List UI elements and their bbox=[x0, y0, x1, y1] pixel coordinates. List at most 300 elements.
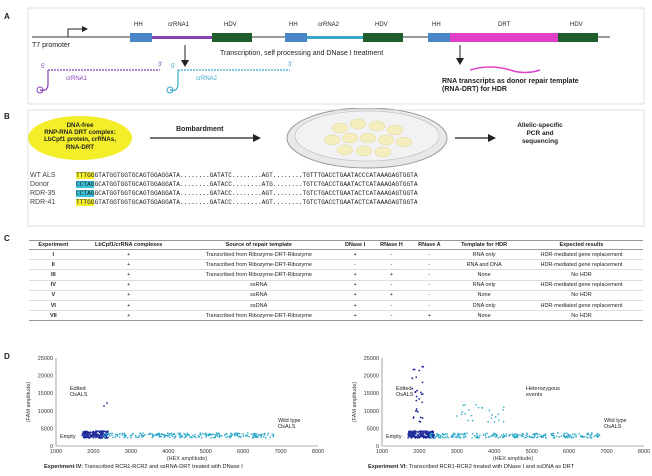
droplet-wildtype bbox=[186, 432, 188, 434]
x-tick-label: 7000 bbox=[600, 449, 613, 455]
droplet-edited bbox=[416, 408, 418, 410]
y-tick-label: 20000 bbox=[37, 373, 53, 380]
droplet-wildtype bbox=[201, 437, 203, 439]
table-cell: - bbox=[372, 260, 410, 270]
droplet-wildtype bbox=[503, 433, 505, 435]
droplet-wildtype bbox=[572, 433, 574, 435]
droplet-wildtype bbox=[138, 436, 140, 438]
droplet-wildtype bbox=[104, 437, 106, 439]
table-cell: + bbox=[372, 290, 410, 300]
droplet-wildtype bbox=[162, 434, 164, 436]
table-cell: HDR-mediated gene replacement bbox=[520, 280, 643, 290]
droplet-wildtype bbox=[163, 434, 165, 436]
droplet-heterozygous bbox=[464, 404, 466, 406]
table-header-cell: RNase A bbox=[410, 241, 448, 250]
sequence-row bbox=[30, 180, 418, 189]
droplet-wildtype bbox=[119, 436, 121, 438]
droplet-edited bbox=[422, 381, 424, 383]
droplet-wildtype bbox=[567, 437, 569, 439]
sequence-label: RDR-35 bbox=[30, 190, 56, 197]
droplet-wildtype bbox=[459, 434, 461, 436]
droplet-wildtype bbox=[216, 432, 218, 434]
table-cell: ssRNA bbox=[180, 290, 338, 300]
droplet-wildtype bbox=[476, 434, 478, 436]
droplet-wildtype bbox=[597, 435, 599, 437]
droplet-wildtype bbox=[501, 434, 503, 436]
table-row bbox=[29, 270, 643, 280]
droplet-wildtype bbox=[485, 433, 487, 435]
table-cell: IV bbox=[29, 280, 78, 290]
droplet-wildtype bbox=[511, 433, 513, 435]
table-cell: I bbox=[29, 250, 78, 260]
droplet-wildtype bbox=[141, 434, 143, 436]
table-header-cell: Template for HDR bbox=[448, 241, 520, 250]
droplet-wildtype bbox=[131, 434, 133, 436]
droplet-empty bbox=[415, 436, 417, 438]
droplet-wildtype bbox=[553, 435, 555, 437]
droplet-wildtype bbox=[471, 437, 473, 439]
droplet-wildtype bbox=[130, 435, 132, 437]
hh-block-2 bbox=[285, 33, 307, 42]
droplet-wildtype bbox=[218, 436, 220, 438]
table-cell: + bbox=[338, 250, 373, 260]
droplet-heterozygous bbox=[497, 413, 499, 415]
droplet-wildtype bbox=[143, 435, 145, 437]
droplet-heterozygous bbox=[495, 416, 497, 418]
hdv-label-2: HDV bbox=[375, 22, 388, 28]
table-cell: VI bbox=[29, 300, 78, 310]
droplet-wildtype bbox=[445, 437, 447, 439]
droplet-wildtype bbox=[532, 437, 534, 439]
droplet-wildtype bbox=[243, 435, 245, 437]
droplet-wildtype bbox=[502, 437, 504, 439]
droplet-wildtype bbox=[206, 436, 208, 438]
crrna1-product-label: crRNA1 bbox=[66, 76, 88, 82]
complex-line-1: DNA-free bbox=[66, 122, 94, 129]
droplet-wildtype bbox=[438, 434, 440, 436]
droplet-empty bbox=[101, 430, 103, 432]
droplet-wildtype bbox=[513, 437, 515, 439]
droplet-wildtype bbox=[124, 432, 126, 434]
droplet-heterozygous bbox=[462, 404, 464, 406]
droplet-wildtype bbox=[248, 436, 250, 438]
droplet-wildtype bbox=[512, 435, 514, 437]
droplet-wildtype bbox=[246, 434, 248, 436]
droplet-empty bbox=[92, 433, 94, 435]
y-axis-title: (FAM amplitude) bbox=[352, 381, 358, 423]
droplet-wildtype bbox=[206, 435, 208, 437]
droplet-wildtype bbox=[532, 433, 534, 435]
droplet-edited bbox=[412, 369, 414, 371]
droplet-wildtype bbox=[242, 433, 244, 435]
table-row bbox=[29, 280, 643, 290]
droplet-empty bbox=[418, 433, 420, 435]
y-tick-label: 15000 bbox=[363, 391, 379, 398]
droplet-empty bbox=[95, 435, 97, 437]
droplet-edited bbox=[413, 417, 415, 419]
table-cell: + bbox=[78, 250, 180, 260]
droplet-heterozygous bbox=[468, 409, 470, 411]
droplet-wildtype bbox=[545, 433, 547, 435]
droplet-wildtype bbox=[545, 435, 547, 437]
droplet-wildtype bbox=[144, 434, 146, 436]
sequence-row bbox=[30, 171, 418, 180]
droplet-wildtype bbox=[442, 436, 444, 438]
droplet-wildtype bbox=[496, 436, 498, 438]
droplet-wildtype bbox=[545, 437, 547, 439]
droplet-wildtype bbox=[119, 433, 121, 435]
droplet-wildtype bbox=[247, 432, 249, 434]
droplet-wildtype bbox=[522, 436, 524, 438]
table-cell: ssDNA bbox=[180, 300, 338, 310]
droplet-wildtype bbox=[476, 433, 478, 435]
table-cell: VII bbox=[29, 311, 78, 321]
table-cell: - bbox=[410, 250, 448, 260]
droplet-wildtype bbox=[175, 436, 177, 438]
droplet-wildtype bbox=[254, 433, 256, 435]
droplet-wildtype bbox=[109, 435, 111, 437]
sequence-text: CCTAGGCATGGTGGTGCAGTGGAGGATA........GATACC........ATG........TGTCTGACCTGAATACTCATAAAGAGTGGTA bbox=[76, 181, 418, 188]
droplet-wildtype bbox=[132, 433, 134, 435]
droplet-empty bbox=[407, 437, 409, 439]
droplet-wildtype bbox=[112, 436, 114, 438]
droplet-wildtype bbox=[221, 435, 223, 437]
droplet-empty bbox=[97, 433, 99, 435]
droplet-wildtype bbox=[166, 434, 168, 436]
droplet-wildtype bbox=[180, 433, 182, 435]
droplet-wildtype bbox=[461, 433, 463, 435]
droplet-wildtype bbox=[571, 437, 573, 439]
droplet-wildtype bbox=[457, 433, 459, 435]
droplet-wildtype bbox=[570, 434, 572, 436]
droplet-empty bbox=[428, 432, 430, 434]
droplet-empty bbox=[101, 436, 103, 438]
droplet-wildtype bbox=[505, 433, 507, 435]
droplet-edited bbox=[415, 391, 417, 393]
caption-right-text: Transcribed RCR1-RCR2 treated with DNase I and ssDNA as DRT bbox=[407, 464, 575, 470]
droplet-empty bbox=[424, 435, 426, 437]
droplet-wildtype bbox=[139, 435, 141, 437]
table-cell: RNA only bbox=[448, 280, 520, 290]
droplet-wildtype bbox=[204, 433, 206, 435]
caption-left-text: Transcribed RCR1-RCR2 and ssRNA-DRT treated with DNase I bbox=[82, 464, 243, 470]
droplet-wildtype bbox=[232, 434, 234, 436]
droplet-empty bbox=[415, 431, 417, 433]
droplet-empty bbox=[107, 430, 109, 432]
droplet-wildtype bbox=[553, 432, 555, 434]
droplet-wildtype bbox=[457, 436, 459, 438]
droplet-wildtype bbox=[235, 434, 237, 436]
droplet-wildtype bbox=[111, 435, 113, 437]
droplet-wildtype bbox=[170, 433, 172, 435]
droplet-wildtype bbox=[472, 433, 474, 435]
droplet-wildtype bbox=[432, 433, 434, 435]
result-line-1: Allelic-specific bbox=[517, 122, 563, 129]
droplet-wildtype bbox=[256, 433, 258, 435]
table-cell: No HDR bbox=[520, 270, 643, 280]
droplet-heterozygous bbox=[498, 419, 500, 421]
droplet-wildtype bbox=[443, 437, 445, 439]
droplet-wildtype bbox=[263, 436, 265, 438]
x-tick-label: 8000 bbox=[637, 449, 651, 455]
crrna2-label-top: crRNA2 bbox=[318, 22, 340, 28]
crrna2-product-label: crRNA2 bbox=[196, 76, 218, 82]
droplet-wildtype bbox=[195, 437, 197, 439]
table-cell: + bbox=[410, 311, 448, 321]
droplet-wildtype bbox=[561, 435, 563, 437]
droplet-wildtype bbox=[171, 435, 173, 437]
droplet-wildtype bbox=[237, 433, 239, 435]
x-tick-label: 5000 bbox=[525, 449, 538, 455]
droplet-wildtype bbox=[567, 433, 569, 435]
droplet-wildtype bbox=[591, 432, 593, 434]
table-cell: RNA and DNA bbox=[448, 260, 520, 270]
droplet-wildtype bbox=[169, 436, 171, 438]
edited-label-line-2: OsALS bbox=[70, 392, 88, 398]
droplet-edited bbox=[411, 377, 413, 379]
y-tick-label: 5000 bbox=[40, 426, 53, 433]
x-tick-label: 6000 bbox=[237, 449, 250, 455]
sequence-row bbox=[30, 189, 418, 198]
droplet-wildtype bbox=[453, 433, 455, 435]
droplet-wildtype bbox=[559, 436, 561, 438]
x-axis-title: (HEX amplitude) bbox=[166, 456, 208, 462]
droplet-wildtype bbox=[258, 435, 260, 437]
droplet-wildtype bbox=[543, 434, 545, 436]
x-tick-label: 4000 bbox=[488, 449, 501, 455]
table-row bbox=[29, 260, 643, 270]
droplet-wildtype bbox=[556, 436, 558, 438]
droplet-wildtype bbox=[273, 434, 275, 436]
drt-block bbox=[450, 33, 558, 42]
droplet-wildtype bbox=[454, 434, 456, 436]
droplet-wildtype bbox=[192, 435, 194, 437]
droplet-wildtype bbox=[251, 433, 253, 435]
droplet-wildtype bbox=[269, 436, 271, 438]
droplet-heterozygous bbox=[481, 407, 483, 409]
wildtype-label-line-1: Wild type bbox=[278, 418, 301, 424]
droplet-heterozygous bbox=[461, 414, 463, 416]
droplet-empty bbox=[91, 436, 93, 438]
droplet-wildtype bbox=[225, 437, 227, 439]
table-cell: + bbox=[338, 270, 373, 280]
droplet-wildtype bbox=[202, 433, 204, 435]
droplet-wildtype bbox=[442, 433, 444, 435]
table-cell: HDR-mediated gene replacement bbox=[520, 260, 643, 270]
droplet-wildtype bbox=[218, 433, 220, 435]
y-tick-label: 25000 bbox=[363, 356, 379, 362]
y-tick-label: 0 bbox=[49, 444, 53, 450]
hdv-block-3 bbox=[558, 33, 598, 42]
droplet-wildtype bbox=[431, 437, 433, 439]
table-header-cell: LbCpf1/crRNA complexes bbox=[78, 241, 180, 250]
panel-letter-a: A bbox=[4, 12, 10, 21]
droplet-wildtype bbox=[264, 433, 266, 435]
droplet-wildtype bbox=[557, 432, 559, 434]
table-cell: + bbox=[372, 270, 410, 280]
hdv-block-1 bbox=[212, 33, 252, 42]
droplet-wildtype bbox=[168, 434, 170, 436]
droplet-wildtype bbox=[267, 434, 269, 436]
table-cell: - bbox=[372, 280, 410, 290]
table-cell: - bbox=[372, 250, 410, 260]
table-cell: + bbox=[338, 300, 373, 310]
droplet-wildtype bbox=[447, 435, 449, 437]
droplet-wildtype bbox=[534, 436, 536, 438]
droplet-empty bbox=[411, 434, 413, 436]
droplet-heterozygous bbox=[464, 413, 466, 415]
table-cell: HDR-mediated gene replacement bbox=[520, 250, 643, 260]
droplet-wildtype bbox=[111, 433, 113, 435]
table-cell: + bbox=[78, 300, 180, 310]
bombardment-label: Bombardment bbox=[176, 126, 224, 133]
droplet-empty bbox=[407, 434, 409, 436]
droplet-wildtype bbox=[115, 436, 117, 438]
droplet-wildtype bbox=[595, 435, 597, 437]
droplet-wildtype bbox=[523, 433, 525, 435]
heterozygous-label-line-1: Heterozygous bbox=[526, 386, 560, 392]
table-cell: - bbox=[410, 290, 448, 300]
pcr-result-text bbox=[500, 122, 580, 146]
droplet-edited bbox=[417, 411, 419, 413]
sequence-label: RDR-41 bbox=[30, 199, 56, 206]
experiment-table bbox=[29, 240, 643, 321]
y-tick-label: 20000 bbox=[363, 373, 379, 380]
droplet-wildtype bbox=[178, 434, 180, 436]
three-prime-2: 3' bbox=[288, 62, 293, 68]
droplet-empty bbox=[418, 437, 420, 439]
droplet-wildtype bbox=[597, 433, 599, 435]
table-cell: DNA only bbox=[448, 300, 520, 310]
droplet-empty bbox=[424, 430, 426, 432]
droplet-wildtype bbox=[212, 437, 214, 439]
droplet-edited bbox=[415, 400, 417, 402]
y-tick-label: 10000 bbox=[37, 408, 53, 415]
droplet-wildtype bbox=[446, 433, 448, 435]
droplet-wildtype bbox=[254, 434, 256, 436]
droplet-wildtype bbox=[496, 434, 498, 436]
droplet-wildtype bbox=[503, 435, 505, 437]
droplet-wildtype bbox=[110, 433, 112, 435]
droplet-wildtype bbox=[524, 437, 526, 439]
hh-block-1 bbox=[130, 33, 152, 42]
table-cell: + bbox=[78, 270, 180, 280]
droplet-empty bbox=[81, 434, 83, 436]
droplet-empty bbox=[420, 431, 422, 433]
droplet-empty bbox=[107, 437, 109, 439]
droplet-edited bbox=[422, 417, 424, 419]
hdv-block-2 bbox=[363, 33, 403, 42]
droplet-wildtype bbox=[265, 437, 267, 439]
droplet-wildtype bbox=[185, 436, 187, 438]
hh-block-3 bbox=[428, 33, 450, 42]
hdv-label-1: HDV bbox=[224, 22, 237, 28]
droplet-empty bbox=[84, 433, 86, 435]
droplet-wildtype bbox=[224, 435, 226, 437]
droplet-wildtype bbox=[463, 436, 465, 438]
panel-letter-b: B bbox=[4, 112, 10, 121]
table-row bbox=[29, 290, 643, 300]
droplet-wildtype bbox=[173, 433, 175, 435]
sequence-text: TTTGGGTATGGTGGTGCAGTGGAGGATA........GATATC........AGT........TGTTTGACCTGAATACCCATAAAGAGTGGTA bbox=[76, 172, 418, 179]
table-cell: - bbox=[410, 260, 448, 270]
droplet-wildtype bbox=[534, 433, 536, 435]
droplet-wildtype bbox=[485, 435, 487, 437]
x-tick-label: 2000 bbox=[87, 449, 100, 455]
droplet-edited bbox=[416, 390, 418, 392]
x-axis-title: (HEX amplitude) bbox=[492, 456, 534, 462]
droplet-wildtype bbox=[521, 435, 523, 437]
empty-label: Empty bbox=[386, 434, 402, 440]
droplet-wildtype bbox=[215, 436, 217, 438]
droplet-wildtype bbox=[127, 437, 129, 439]
table-cell: Transcribed from Ribozyme-DRT-Ribozyme bbox=[180, 250, 338, 260]
complex-line-3: LbCpf1 protein, crRNAs, bbox=[44, 136, 116, 144]
droplet-wildtype bbox=[272, 435, 274, 437]
droplet-wildtype bbox=[587, 437, 589, 439]
sequence-text: TTTGGGTATGGTGGTGCAGTGGAGGATA........GATACC........AGT........TGTCTGACCTGAATACTCATAAAGAGTGGTA bbox=[76, 199, 418, 206]
table-header-cell: RNase H bbox=[372, 241, 410, 250]
droplet-edited bbox=[421, 401, 423, 403]
sequence-label: WT ALS bbox=[30, 172, 56, 179]
table-cell: ssRNA bbox=[180, 280, 338, 290]
droplet-wildtype bbox=[117, 434, 119, 436]
y-axis-title: (FAM amplitude) bbox=[26, 381, 32, 423]
x-tick-label: 4000 bbox=[162, 449, 175, 455]
droplet-wildtype bbox=[167, 432, 169, 434]
y-tick-label: 0 bbox=[375, 444, 379, 450]
table-cell: II bbox=[29, 260, 78, 270]
droplet-wildtype bbox=[483, 434, 485, 436]
crrna1-segment bbox=[152, 36, 212, 39]
table-cell: None bbox=[448, 270, 520, 280]
droplet-wildtype bbox=[514, 434, 516, 436]
droplet-heterozygous bbox=[503, 421, 505, 423]
droplet-wildtype bbox=[267, 432, 269, 434]
droplet-wildtype bbox=[590, 437, 592, 439]
droplet-wildtype bbox=[164, 436, 166, 438]
table-cell: Transcribed from Ribozyme-DRT-Ribozyme bbox=[180, 260, 338, 270]
droplet-wildtype bbox=[508, 435, 510, 437]
crrna1-label-top: crRNA1 bbox=[168, 22, 190, 28]
droplet-wildtype bbox=[153, 434, 155, 436]
droplet-wildtype bbox=[460, 436, 462, 438]
droplet-wildtype bbox=[486, 433, 488, 435]
droplet-wildtype bbox=[214, 434, 216, 436]
droplet-wildtype bbox=[536, 433, 538, 435]
droplet-wildtype bbox=[212, 434, 214, 436]
table-header-cell: Experiment bbox=[29, 241, 78, 250]
y-tick-label: 5000 bbox=[366, 426, 379, 433]
rnp-complex-text bbox=[38, 122, 122, 151]
droplet-wildtype bbox=[527, 433, 529, 435]
droplet-wildtype bbox=[474, 435, 476, 437]
panel-letter-c: C bbox=[4, 234, 10, 243]
caption-right bbox=[368, 464, 574, 470]
droplet-wildtype bbox=[540, 436, 542, 438]
table-header-cell: DNase I bbox=[338, 241, 373, 250]
table-header-cell: Source of repair template bbox=[180, 241, 338, 250]
droplet-wildtype bbox=[565, 436, 567, 438]
table-cell: - bbox=[410, 280, 448, 290]
droplet-empty bbox=[409, 434, 411, 436]
droplet-edited bbox=[420, 391, 422, 393]
droplet-wildtype bbox=[488, 436, 490, 438]
droplet-wildtype bbox=[527, 435, 529, 437]
droplet-wildtype bbox=[115, 434, 117, 436]
droplet-edited bbox=[418, 398, 420, 400]
y-tick-label: 15000 bbox=[37, 391, 53, 398]
